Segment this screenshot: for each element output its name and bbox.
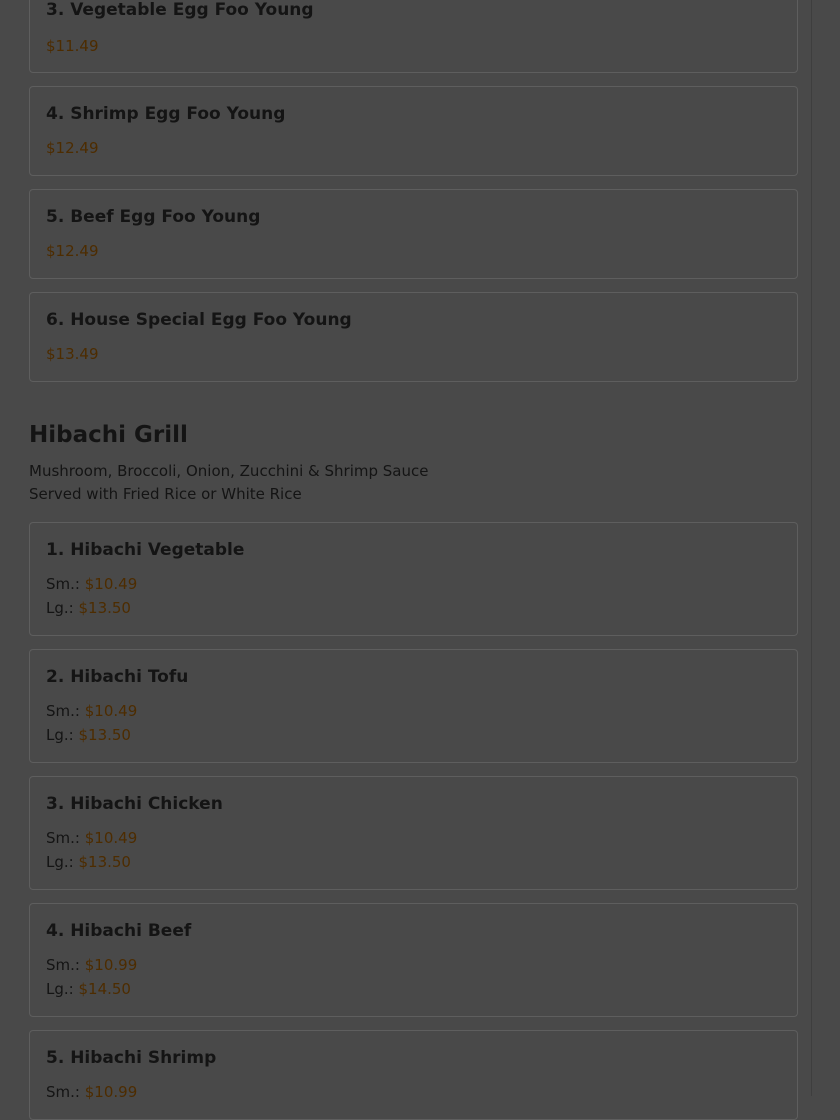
menu-item-price: $12.49 (46, 139, 99, 157)
small-price: $10.49 (84, 829, 138, 847)
large-price-line (46, 599, 131, 617)
size-label: Lg.: (46, 726, 74, 744)
large-price-line (46, 726, 131, 744)
menu-item-name: 2. Hibachi Tofu (46, 667, 189, 687)
menu-item-name: 3. Vegetable Egg Foo Young (46, 0, 314, 20)
small-price-line (46, 1083, 137, 1101)
large-price-line (46, 853, 131, 871)
large-price: $13.50 (78, 726, 131, 744)
menu-item-card[interactable] (29, 522, 798, 636)
small-price-line (46, 829, 137, 847)
menu-item-name: 4. Hibachi Beef (46, 921, 192, 941)
menu-item-card[interactable] (29, 86, 798, 176)
menu-item-card[interactable] (29, 903, 798, 1017)
menu-item-name: 3. Hibachi Chicken (46, 794, 223, 814)
size-label: Sm.: (46, 956, 80, 974)
large-price: $13.50 (78, 599, 131, 617)
section-description: Mushroom, Broccoli, Onion, Zucchini & Shrimp Sauce (29, 462, 429, 480)
small-price: $10.99 (84, 956, 138, 974)
section-title: Hibachi Grill (29, 422, 188, 448)
small-price-line (46, 575, 137, 593)
small-price: $10.49 (84, 575, 138, 593)
section-description: Served with Fried Rice or White Rice (29, 485, 302, 503)
small-price-line (46, 702, 137, 720)
size-label: Sm.: (46, 575, 80, 593)
menu-item-card[interactable] (29, 292, 798, 382)
menu-item-price: $13.49 (46, 345, 99, 363)
small-price-line (46, 956, 137, 974)
menu-item-card[interactable] (29, 0, 798, 73)
size-label: Sm.: (46, 702, 80, 720)
size-label: Lg.: (46, 980, 74, 998)
large-price-line (46, 980, 131, 998)
menu-item-price: $11.49 (46, 37, 99, 55)
menu-item-card[interactable] (29, 189, 798, 279)
size-label: Lg.: (46, 853, 74, 871)
menu-item-name: 6. House Special Egg Foo Young (46, 310, 352, 330)
small-price: $10.49 (84, 702, 138, 720)
large-price: $13.50 (78, 853, 131, 871)
size-label: Lg.: (46, 599, 74, 617)
menu-item-card[interactable] (29, 776, 798, 890)
menu-item-name: 5. Hibachi Shrimp (46, 1048, 217, 1068)
menu-item-name: 1. Hibachi Vegetable (46, 540, 245, 560)
menu-item-name: 4. Shrimp Egg Foo Young (46, 104, 286, 124)
small-price: $10.99 (84, 1083, 138, 1101)
menu-item-card[interactable] (29, 649, 798, 763)
menu-item-price: $12.49 (46, 242, 99, 260)
page-edge-divider (811, 0, 812, 1096)
size-label: Sm.: (46, 1083, 80, 1101)
size-label: Sm.: (46, 829, 80, 847)
menu-item-card[interactable] (29, 1030, 798, 1120)
menu-item-name: 5. Beef Egg Foo Young (46, 207, 261, 227)
large-price: $14.50 (78, 980, 131, 998)
